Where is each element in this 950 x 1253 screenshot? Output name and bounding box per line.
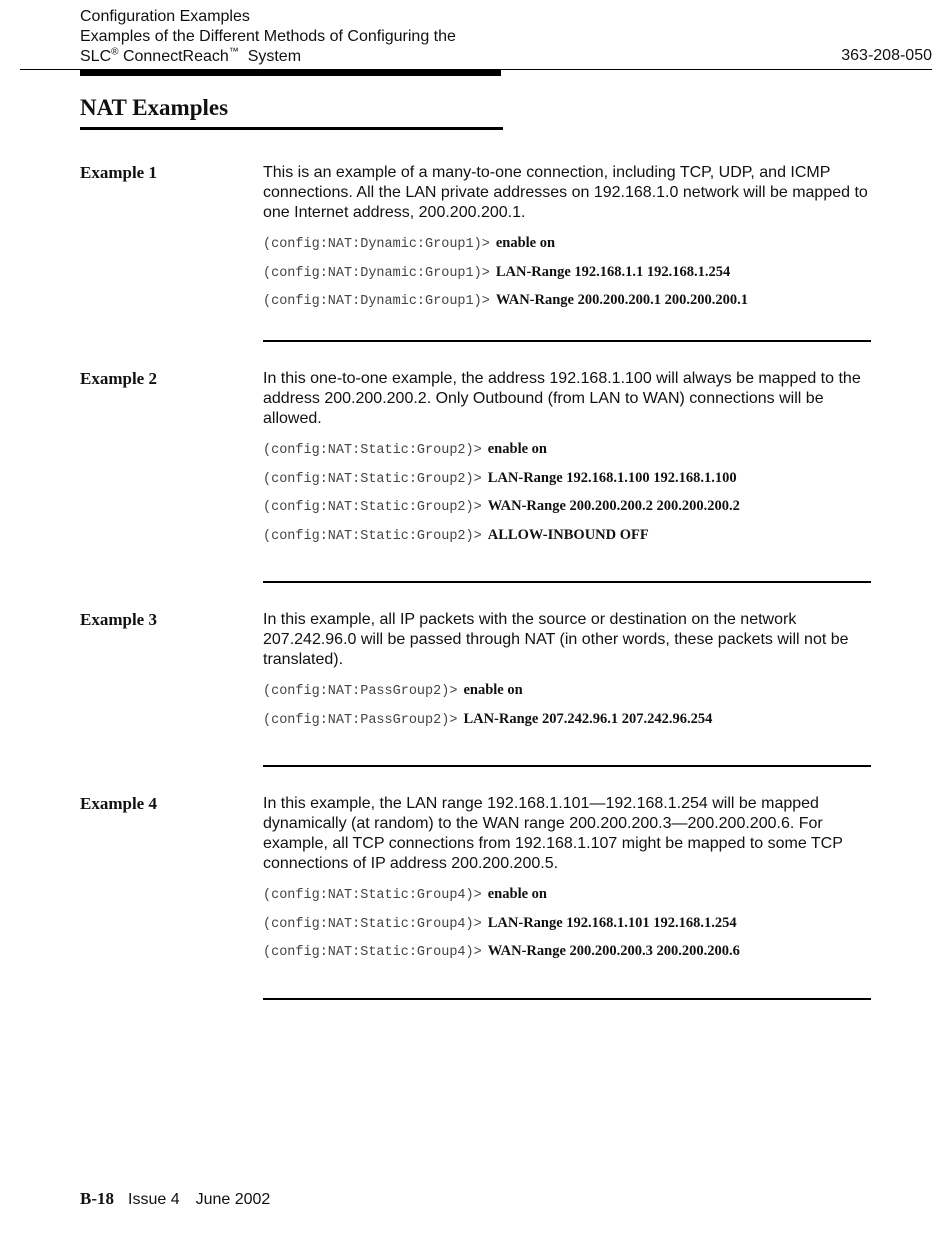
example-1-description: This is an example of a many-to-one connection, including TCP, UDP, and ICMP connections. All the LAN private addresses on 192.168.1.0 network will be mapped to one Internet address, 200.200.200.1. bbox=[263, 164, 868, 221]
command-line bbox=[263, 229, 878, 258]
running-header bbox=[80, 7, 456, 67]
example-2-description: In this one-to-one example, the address 192.168.1.100 will always be mapped to the address 200.200.200.2. Only Outbound (from LAN to WAN) connections will be allowed. bbox=[263, 370, 861, 427]
header-product-system: System bbox=[238, 48, 302, 65]
command-prompt: (config:NAT:Static:Group2)> bbox=[263, 500, 482, 515]
example-3-separator bbox=[263, 765, 871, 767]
command-prompt: (config:NAT:Static:Group2)> bbox=[263, 471, 482, 487]
document-number: 363-208-050 bbox=[841, 47, 932, 64]
command-prompt: (config:NAT:Static:Group2)> bbox=[263, 443, 482, 458]
command-prompt: (config:NAT:Dynamic:Group1)> bbox=[263, 294, 490, 309]
command-line bbox=[263, 937, 878, 966]
header-product-slc: SLC bbox=[80, 48, 112, 65]
command-line bbox=[263, 258, 878, 287]
command-prompt: (config:NAT:PassGroup2)> bbox=[263, 684, 458, 699]
command-prompt: (config:NAT:Dynamic:Group1)> bbox=[263, 265, 490, 281]
page-footer bbox=[80, 1189, 270, 1209]
command-line bbox=[263, 464, 878, 493]
page-number: B-18 bbox=[80, 1189, 114, 1208]
command-argument: LAN-Range 192.168.1.1 192.168.1.254 bbox=[495, 263, 731, 280]
command-argument: ALLOW-INBOUND OFF bbox=[487, 526, 649, 543]
trademark-mark: ™ bbox=[228, 46, 239, 58]
example-3-body bbox=[263, 610, 878, 733]
example-4-separator bbox=[263, 998, 871, 1000]
section-title-rule bbox=[80, 127, 503, 130]
example-3-description: In this example, all IP packets with the source or destination on the network 207.242.96.0 will be passed through NAT (in other words, these packets will not be translated). bbox=[263, 611, 849, 668]
example-1-label: Example 1 bbox=[80, 163, 157, 182]
command-argument: LAN-Range 192.168.1.101 192.168.1.254 bbox=[487, 914, 737, 931]
command-line bbox=[263, 286, 878, 315]
example-1-body bbox=[263, 163, 878, 315]
command-line bbox=[263, 676, 878, 705]
command-prompt: (config:NAT:Static:Group4)> bbox=[263, 945, 482, 960]
example-4-body bbox=[263, 794, 878, 966]
command-prompt: (config:NAT:Static:Group4)> bbox=[263, 888, 482, 903]
command-argument: WAN-Range 200.200.200.2 200.200.200.2 bbox=[487, 498, 740, 514]
example-2-label: Example 2 bbox=[80, 369, 157, 388]
command-line bbox=[263, 492, 878, 521]
command-argument: LAN-Range 192.168.1.100 192.168.1.100 bbox=[487, 469, 737, 486]
command-argument: LAN-Range 207.242.96.1 207.242.96.254 bbox=[463, 710, 713, 727]
example-3-label: Example 3 bbox=[80, 610, 157, 629]
command-argument: WAN-Range 200.200.200.3 200.200.200.6 bbox=[487, 943, 740, 959]
command-argument: enable on bbox=[463, 682, 523, 698]
registered-mark: ® bbox=[111, 46, 119, 58]
command-line bbox=[263, 705, 878, 734]
command-argument: enable on bbox=[487, 886, 547, 902]
header-line-1: Configuration Examples bbox=[80, 8, 250, 25]
command-line bbox=[263, 909, 878, 938]
example-1-separator bbox=[263, 340, 871, 342]
example-2-separator bbox=[263, 581, 871, 583]
example-4-description: In this example, the LAN range 192.168.1.101—192.168.1.254 will be mapped dynamically (at random) to the WAN range 200.200.200.3—200.200.200.6. For example, all TCP connections from 192.168.1.107 might be mapped to some TCP connections of IP address 200.200.200.5. bbox=[263, 795, 843, 872]
command-prompt: (config:NAT:PassGroup2)> bbox=[263, 712, 458, 728]
command-line bbox=[263, 435, 878, 464]
header-product-connectreach: ConnectReach bbox=[118, 48, 229, 65]
header-line-3 bbox=[80, 47, 456, 67]
issue-date: June 2002 bbox=[195, 1191, 271, 1208]
command-prompt: (config:NAT:Dynamic:Group1)> bbox=[263, 237, 490, 252]
header-bar bbox=[80, 70, 501, 76]
command-argument: WAN-Range 200.200.200.1 200.200.200.1 bbox=[495, 292, 748, 308]
command-prompt: (config:NAT:Static:Group2)> bbox=[263, 528, 482, 544]
command-argument: enable on bbox=[495, 235, 556, 251]
command-prompt: (config:NAT:Static:Group4)> bbox=[263, 916, 482, 932]
issue-number: Issue 4 bbox=[128, 1191, 180, 1208]
command-line bbox=[263, 880, 878, 909]
example-2-body bbox=[263, 369, 878, 549]
command-line bbox=[263, 521, 878, 550]
header-line-2: Examples of the Different Methods of Configuring the bbox=[80, 28, 456, 45]
section-title: NAT Examples bbox=[80, 95, 229, 120]
example-4-label: Example 4 bbox=[80, 794, 157, 813]
command-argument: enable on bbox=[487, 441, 547, 457]
